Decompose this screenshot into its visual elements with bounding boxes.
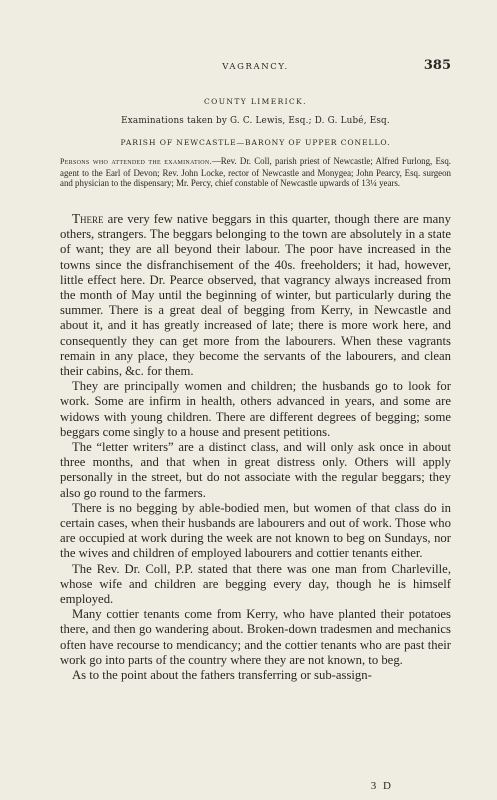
county-heading: COUNTY LIMERICK. — [204, 97, 307, 106]
paragraph-1 — [60, 211, 451, 379]
running-head — [60, 58, 451, 78]
body-text — [60, 211, 451, 683]
paragraph-5: The Rev. Dr. Coll, P.P. stated that there was one man from Charleville, whose wife and children are begging every day, though he is himself employed. — [60, 561, 451, 607]
signature-mark: 3 D — [370, 780, 393, 792]
attendees-note — [60, 156, 451, 189]
paragraph-4: There is no begging by able-bodied men, but women of that class do in certain cases, when their husbands are labourers and out of work. Those who are occupied at work during the week are not known to beg on Sundays, nor the wives and children of employed labourers and cottier tenants either. — [60, 500, 451, 561]
running-title: VAGRANCY. — [222, 62, 289, 72]
paragraph-2: They are principally women and children; the husbands go to look for work. Some are infirm in health, others advanced in years, and some are widows with young children. There are different degrees of begging; some beggars come singly to a house and present petitions. — [60, 379, 451, 439]
paragraph-text: are very few native beggars in this quarter, though there are many others, strangers. The beggars belonging to the town are absolutely in a state of want; they are all beyond their labour. The poor have increased in the towns since the disfranchisement of the 40s. freeholders; it had, however, little effect here. Dr. Pearce observed, that vagrancy always increased from the month of May until the beginning of winter, but particularly during the summer. There is a great deal of begging from Kerry, in Newcastle and about it, and it has greatly increased of late; there is more work here, and consequently they can get more from the labourers. When these vagrants remain in any place, they become the servants of the labourers, and clean their cabins, &c. for them. — [60, 212, 451, 379]
attendees-label: Persons who attended the examination. — [60, 157, 212, 166]
first-word: There — [72, 211, 104, 226]
paragraph-7: As to the point about the fathers transferring or sub-assign- — [72, 668, 372, 683]
examinations-heading: Examinations taken by G. C. Lewis, Esq.; D. G. Lubé, Esq. — [121, 116, 390, 126]
page-number: 385 — [423, 58, 451, 73]
parish-heading: PARISH OF NEWCASTLE—BARONY OF UPPER CONELLO. — [120, 138, 391, 147]
attendees-text: —Rev. Dr. Coll, parish priest of Newcastle; Alfred Furlong, Esq. agent to the Earl of Devon; Rev. John Locke, rector of Newcastle and Monygea; John Pearcy, Esq. surgeon and physician to the dispensary; Mr. Percy, chief constable of Newcastle upwards of 13¼ years. — [60, 156, 452, 189]
paragraph-6: Many cottier tenants come from Kerry, who have planted their potatoes there, and then go wandering about. Broken-down tradesmen and mechanics often have recourse to mendicancy; and the cottier tenants who are past their work go into parts of the country where they are not known, to beg. — [60, 607, 451, 667]
paragraph-3: The “letter writers” are a distinct class, and will only ask once in about three months, and that when in great distress only. Others will apply personally in the street, but do not associate with the regular beggars; they also go round to the farmers. — [60, 440, 451, 500]
